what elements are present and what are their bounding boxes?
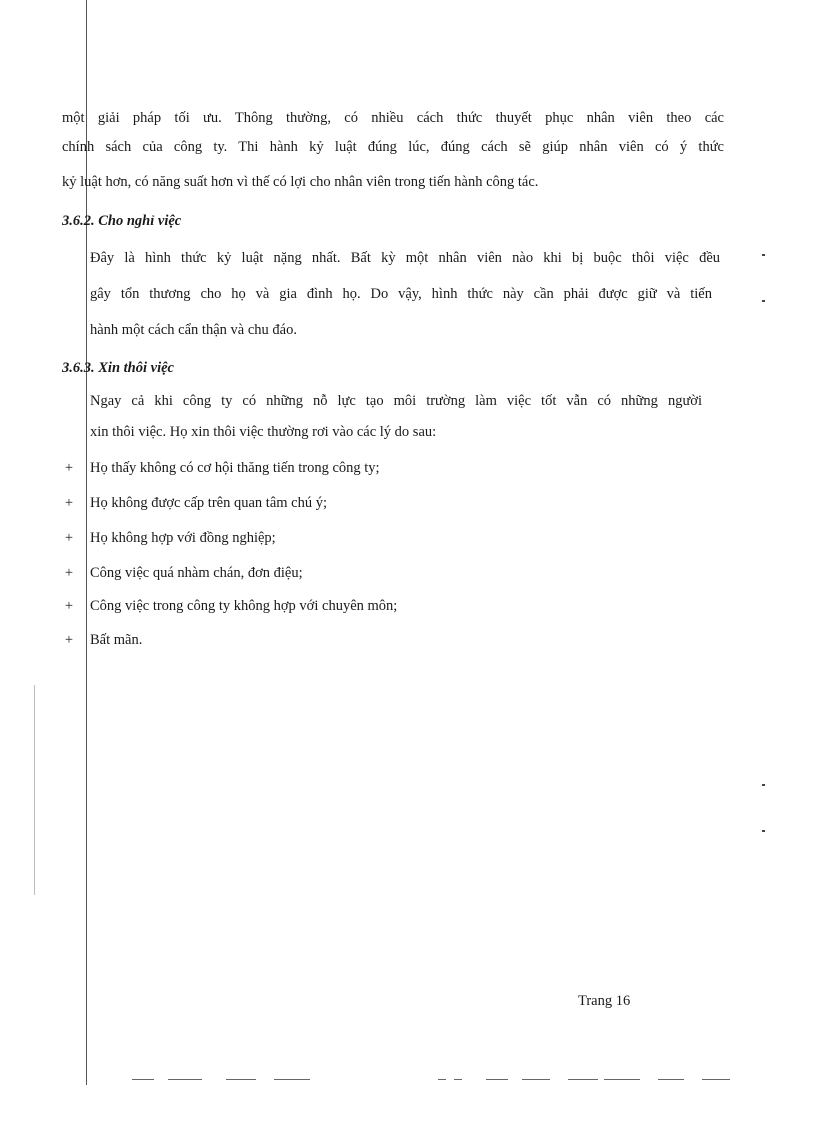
list-item: Họ thấy không có cơ hội thăng tiến trong công ty; [90, 460, 380, 476]
scan-artifact-dash [702, 1079, 730, 1080]
scan-speck [762, 254, 765, 256]
scan-speck [762, 784, 765, 786]
scan-artifact-dash [132, 1079, 154, 1080]
paragraph-line: chính sách của công ty. Thi hành kỷ luật đúng lúc, đúng cách sẽ giúp nhân viên có ý thức [62, 139, 724, 155]
bullet-marker: + [64, 530, 74, 546]
list-item: Họ không hợp với đồng nghiệp; [90, 530, 276, 546]
bullet-marker: + [64, 598, 74, 614]
scan-artifact-dash [568, 1079, 598, 1080]
section-heading: 3.6.2. Cho nghỉ việc [62, 213, 182, 229]
scan-artifact-dash [604, 1079, 640, 1080]
paragraph-line: hành một cách cẩn thận và chu đáo. [90, 322, 297, 338]
bullet-marker: + [64, 495, 74, 511]
paragraph-line: kỷ luật hơn, có năng suất hơn vì thế có lợi cho nhân viên trong tiến hành công tác. [62, 174, 539, 190]
section-heading: 3.6.3. Xin thôi việc [62, 360, 174, 376]
scan-artifact-dash [274, 1079, 310, 1080]
paragraph-line: Đây là hình thức kỷ luật nặng nhất. Bất kỳ một nhân viên nào khi bị buộc thôi việc đều [90, 250, 720, 266]
scan-artifact-dash [168, 1079, 202, 1080]
paragraph-line: Ngay cả khi công ty có những nỗ lực tạo môi trường làm việc tốt vẫn có những người [90, 393, 702, 409]
scan-speck [762, 830, 765, 832]
list-item: Bất mãn. [90, 632, 143, 648]
page-number: Trang 16 [578, 993, 631, 1009]
list-item: Công việc trong công ty không hợp với chuyên môn; [90, 598, 398, 614]
scan-artifact-dash [226, 1079, 256, 1080]
scan-artifact-dash [522, 1079, 550, 1080]
scan-margin-line [86, 0, 87, 1085]
bullet-marker: + [64, 632, 74, 648]
list-item: Công việc quá nhàm chán, đơn điệu; [90, 565, 303, 581]
bullet-marker: + [64, 565, 74, 581]
paragraph-line: một giải pháp tối ưu. Thông thường, có nhiều cách thức thuyết phục nhân viên theo các [62, 110, 724, 126]
list-item: Họ không được cấp trên quan tâm chú ý; [90, 495, 327, 511]
scan-artifact-dash [454, 1079, 462, 1080]
scan-artifact-dash [658, 1079, 684, 1080]
scan-artifact-dash [486, 1079, 508, 1080]
scan-speck [762, 300, 765, 302]
scan-artifact-line [34, 685, 35, 895]
bullet-marker: + [64, 460, 74, 476]
paragraph-line: gây tổn thương cho họ và gia đình họ. Do vậy, hình thức này cần phải được giữ và tiến [90, 286, 712, 302]
paragraph-line: xin thôi việc. Họ xin thôi việc thường rơi vào các lý do sau: [90, 424, 437, 440]
scan-artifact-dash [438, 1079, 446, 1080]
